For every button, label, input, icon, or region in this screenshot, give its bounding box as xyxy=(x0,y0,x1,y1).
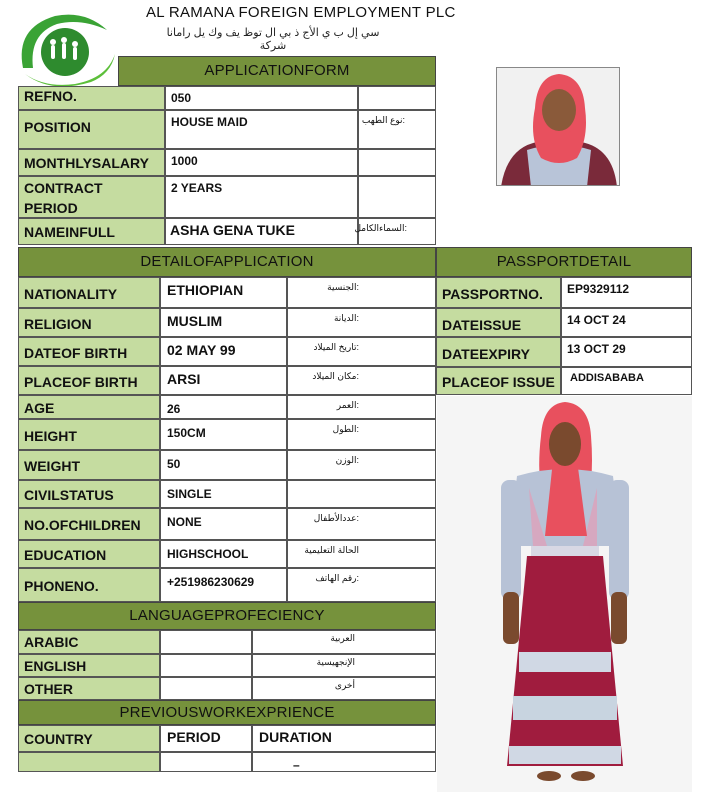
detail-value: ETHIOPIAN xyxy=(160,277,287,308)
language-level xyxy=(160,630,252,654)
previous-work-experience-title: PREVIOUSWORKEXPRIENCE xyxy=(18,700,436,725)
place-of-issue-label: PLACEOF ISSUE xyxy=(436,367,561,395)
company-logo xyxy=(11,8,120,96)
name-value: ASHA GENA TUKE xyxy=(165,218,358,245)
salary-value: 1000 xyxy=(165,149,358,176)
language-arabic xyxy=(252,677,436,700)
detail-arabic xyxy=(287,508,436,540)
detail-label: PLACEOF BIRTH xyxy=(18,366,160,395)
detail-arabic-text: الحالة التعليمية xyxy=(304,545,359,555)
detail-arabic-text: :تاريخ الميلاد xyxy=(313,342,359,352)
detail-value: 50 xyxy=(160,450,287,480)
detail-value: 26 xyxy=(160,395,287,419)
passport-detail-title: PASSPORTDETAIL xyxy=(436,247,692,277)
experience-country-header: COUNTRY xyxy=(18,725,160,752)
detail-arabic xyxy=(287,366,436,395)
detail-label: DATEOF BIRTH xyxy=(18,337,160,366)
detail-arabic-text: :رقم الهاتف xyxy=(315,573,359,583)
detail-arabic xyxy=(287,568,436,602)
date-issue-label: DATEISSUE xyxy=(436,308,561,337)
experience-dash: – xyxy=(293,758,300,772)
detail-value: 02 MAY 99 xyxy=(160,337,287,366)
detail-value: NONE xyxy=(160,508,287,540)
detail-label: HEIGHT xyxy=(18,419,160,450)
language-label: ENGLISH xyxy=(18,654,160,677)
ref-no-label: REFNO. xyxy=(18,86,165,110)
company-name-arabic: سي إل ب ي الأج ذ بي ال توظ يف وك يل رامانا شركة xyxy=(166,27,380,52)
contract-value: 2 YEARS xyxy=(165,176,358,218)
detail-arabic-text: :العمر xyxy=(336,400,359,410)
name-arabic: :السماءالكامل xyxy=(358,218,436,245)
detail-label: RELIGION xyxy=(18,308,160,337)
detail-value: SINGLE xyxy=(160,480,287,508)
detail-arabic-text: :الطول xyxy=(332,424,359,434)
date-expiry-value: 13 OCT 29 xyxy=(561,337,692,367)
name-label: NAMEINFULL xyxy=(18,218,165,245)
detail-arabic xyxy=(287,277,436,308)
application-form-title: APPLICATIONFORM xyxy=(118,56,436,86)
applicant-full-body-photo xyxy=(437,396,692,792)
language-level xyxy=(160,654,252,677)
experience-row-country xyxy=(18,752,160,772)
detail-of-application-title: DETAILOFAPPLICATION xyxy=(18,247,436,277)
detail-arabic-text: :عددالأطفال xyxy=(313,513,359,523)
place-of-issue-value: ADDISABABA xyxy=(561,367,692,395)
detail-arabic xyxy=(287,480,436,508)
language-proficiency-title: LANGUAGEPROFECIENCY xyxy=(18,602,436,630)
language-arabic xyxy=(252,654,436,677)
language-arabic-text: العربية xyxy=(330,633,355,643)
detail-label: CIVILSTATUS xyxy=(18,480,160,508)
contract-label-line1: CONTRACT xyxy=(24,180,103,196)
experience-duration-header: DURATION xyxy=(252,725,436,752)
detail-arabic-text: :مكان الميلاد xyxy=(312,371,359,381)
detail-arabic xyxy=(287,419,436,450)
detail-label: NO.OFCHILDREN xyxy=(18,508,160,540)
detail-value: ARSI xyxy=(160,366,287,395)
language-arabic xyxy=(252,630,436,654)
detail-arabic-text: :الديانة xyxy=(333,313,359,323)
detail-arabic-text: :الجنسية xyxy=(327,282,359,292)
detail-arabic xyxy=(287,308,436,337)
language-arabic-text: أخرى xyxy=(334,680,355,690)
passport-no-value: EP9329112 xyxy=(561,277,692,308)
ref-no-value: 050 xyxy=(165,86,358,110)
contract-extra xyxy=(358,176,436,218)
detail-label: PHONENO. xyxy=(18,568,160,602)
salary-extra xyxy=(358,149,436,176)
date-expiry-label: DATEEXPIRY xyxy=(436,337,561,367)
detail-arabic xyxy=(287,337,436,366)
detail-label: WEIGHT xyxy=(18,450,160,480)
language-arabic-text: الإنجهيسية xyxy=(316,657,355,667)
position-value: HOUSE MAID xyxy=(165,110,358,149)
detail-label: EDUCATION xyxy=(18,540,160,568)
date-issue-value: 14 OCT 24 xyxy=(561,308,692,337)
experience-row-duration xyxy=(252,752,436,772)
detail-arabic xyxy=(287,450,436,480)
detail-arabic xyxy=(287,395,436,419)
detail-label: NATIONALITY xyxy=(18,277,160,308)
detail-value: +251986230629 xyxy=(160,568,287,602)
detail-value: MUSLIM xyxy=(160,308,287,337)
experience-row-period xyxy=(160,752,252,772)
detail-label: AGE xyxy=(18,395,160,419)
applicant-portrait-photo xyxy=(496,67,620,186)
contract-label xyxy=(18,176,165,218)
language-label: OTHER xyxy=(18,677,160,700)
passport-no-label: PASSPORTNO. xyxy=(436,277,561,308)
ref-no-extra xyxy=(358,86,436,110)
experience-period-header: PERIOD xyxy=(160,725,252,752)
position-label: POSITION xyxy=(18,110,165,149)
salary-label: MONTHLYSALARY xyxy=(18,149,165,176)
detail-arabic-text: :الوزن xyxy=(335,455,359,465)
position-arabic: :نوع الطهب xyxy=(358,110,436,149)
company-name: AL RAMANA FOREIGN EMPLOYMENT PLC xyxy=(146,4,456,21)
language-label: ARABIC xyxy=(18,630,160,654)
language-level xyxy=(160,677,252,700)
contract-label-line2: PERIOD xyxy=(24,200,78,216)
detail-value: 150CM xyxy=(160,419,287,450)
detail-arabic xyxy=(287,540,436,568)
detail-value: HIGHSCHOOL xyxy=(160,540,287,568)
